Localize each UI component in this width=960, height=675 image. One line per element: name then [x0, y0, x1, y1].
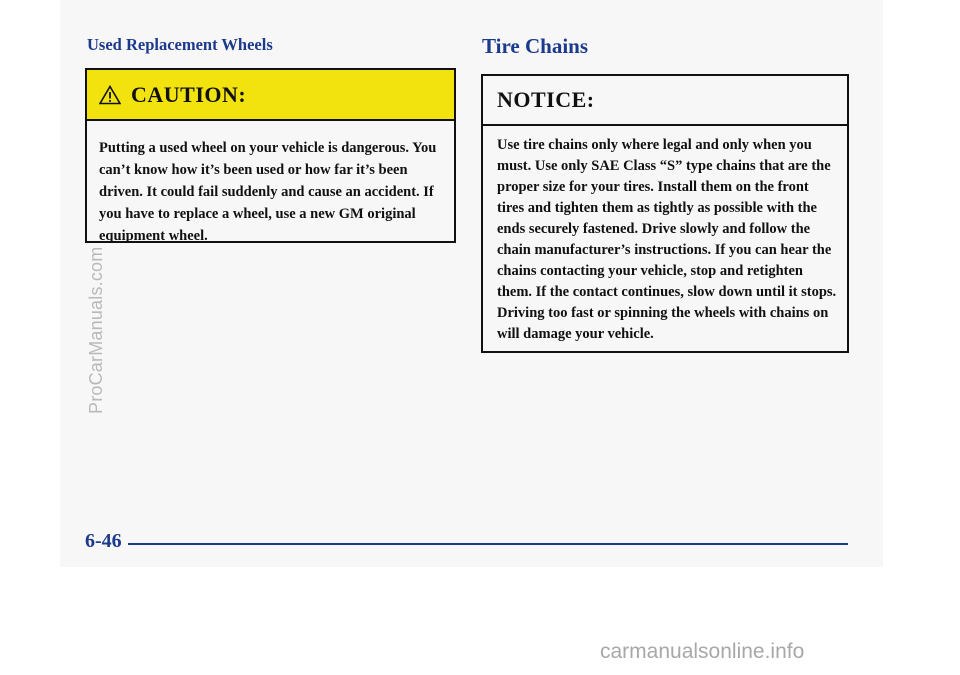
caution-title: CAUTION:: [131, 81, 247, 107]
notice-box: [481, 74, 849, 353]
notice-title: NOTICE:: [497, 87, 595, 112]
caution-box: [85, 68, 456, 243]
site-footer-watermark: carmanualsonline.info: [600, 640, 805, 663]
section-heading-used-wheels: Used Replacement Wheels: [87, 35, 273, 54]
footer-rule: [128, 543, 848, 545]
watermark: ProCarManuals.com: [86, 246, 106, 414]
page-number: 6-46: [85, 530, 122, 552]
caution-text: Putting a used wheel on your vehicle is dangerous. You can’t know how it’s been used or how far it’s been driven. It could fail suddenly and cause an accident. If you have to replace a wheel, use a new GM original equipment wheel.: [99, 140, 437, 244]
section-heading-tire-chains: Tire Chains: [482, 34, 589, 58]
notice-text: Use tire chains only where legal and only when you must. Use only SAE Class “S” type chains that are the proper size for your tires. Install them on the front tires and tighten them as tightly as possible with the ends securely fastened. Drive slowly and follow the chain manufacturer’s instructions. If you can hear the chains contacting your vehicle, stop and retighten them. If the contact continues, slow down until it stops. Driving too fast or spinning the wheels with chains on will damage your vehicle.: [497, 137, 837, 342]
caution-header: [87, 70, 454, 121]
notice-header: [483, 76, 847, 126]
warning-triangle-icon: [99, 85, 121, 105]
